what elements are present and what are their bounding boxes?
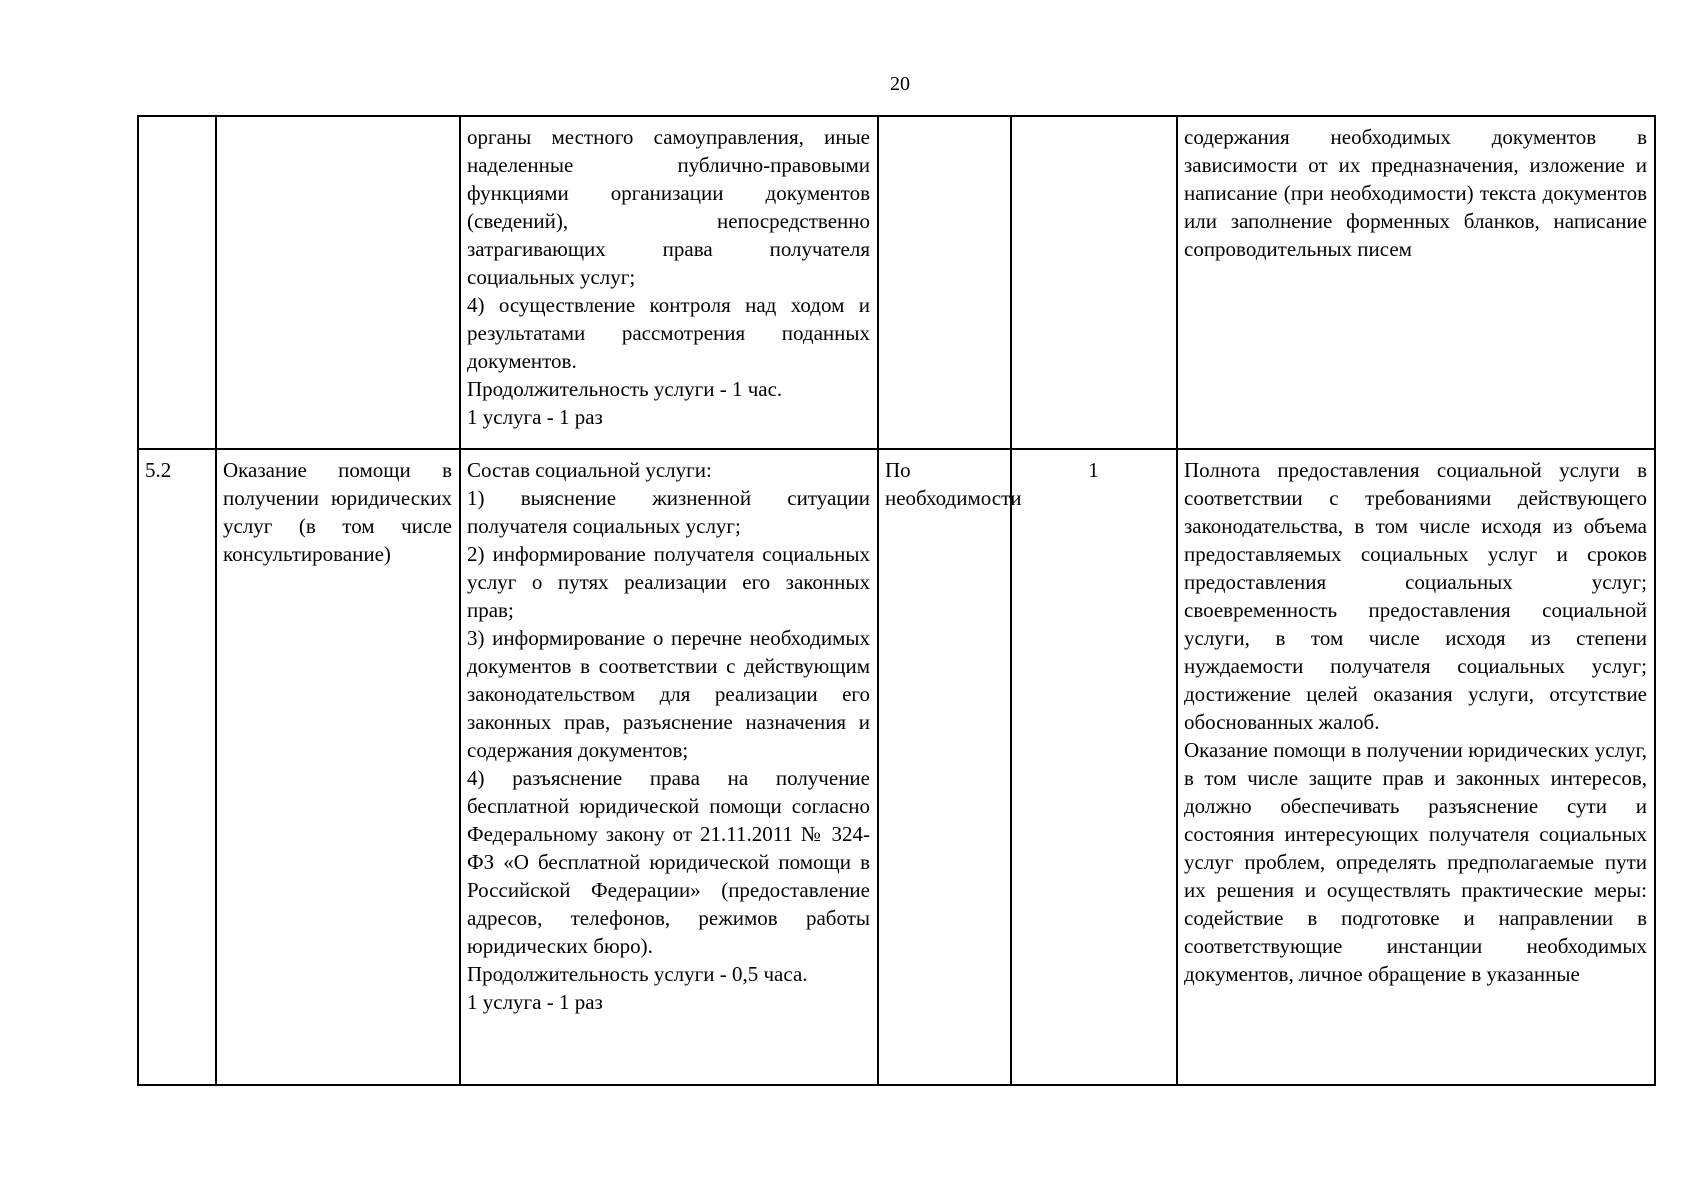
quality-cell [1177,116,1655,449]
page-number: 20 [890,73,910,95]
service-name-cell [216,116,460,449]
frequency-cell [878,116,1011,449]
table-row [138,116,1655,449]
service-number-cell [138,116,216,449]
service-composition-cell [460,116,878,449]
composition-paragraph: Продолжительность услуги - 1 час. [467,377,783,401]
service-composition-cell [460,449,878,1085]
composition-paragraph: Состав социальной услуги: [467,458,712,482]
frequency-cell: По необходимости [878,449,1011,1085]
composition-paragraph: 1) выяснение жизненной ситуации получателя социальных услуг; [467,486,870,538]
composition-paragraph: 4) разъяснение права на получение бесплатной юридической помощи согласно Федеральному закону от 21.11.2011 № 324-ФЗ «О бесплатной юридической помощи в Российской Федерации» (предоставление адресов, телефонов, режимов работы юридических бюро). [467,766,870,958]
composition-paragraph: 3) информирование о перечне необходимых документов в соответствии с действующим законодательством для реализации его законных прав, разъяснение назначения и содержания документов; [467,626,870,762]
quality-paragraph: Полнота предоставления социальной услуги в соответствии с требованиями действующего законодательства, в том числе исходя из объема предоставляемых социальных услуг и сроков предоставления социальных услуг; своевременность предоставления социальной услуги, в том числе исходя из степени нуждаемости получателя социальных услуг; достижение целей оказания услуги, отсутствие обоснованных жалоб. [1184,458,1647,734]
composition-paragraph: 1 услуга - 1 раз [467,990,603,1014]
service-number-cell: 5.2 [138,449,216,1085]
composition-paragraph: Продолжительность услуги - 0,5 часа. [467,962,808,986]
quality-paragraph: содержания необходимых документов в зависимости от их предназначения, изложение и написание (при необходимости) текста документов или заполнение форменных бланков, написание сопроводительных писем [1184,125,1647,261]
service-name-cell: Оказание помощи в получении юридических услуг (в том числе консультирование) [216,449,460,1085]
composition-paragraph: 1 услуга - 1 раз [467,405,603,429]
quantity-cell [1011,116,1177,449]
services-table [137,115,1656,1086]
composition-paragraph: органы местного самоуправления, иные наделенные публично-правовыми функциями организации документов (сведений), непосредственно затрагивающих права получателя социальных услуг; [467,125,870,289]
quality-cell [1177,449,1655,1085]
quantity-cell: 1 [1011,449,1177,1085]
table-row [138,449,1655,1085]
composition-paragraph: 4) осуществление контроля над ходом и результатами рассмотрения поданных документов. [467,293,870,373]
quality-paragraph: Оказание помощи в получении юридических услуг, в том числе защите прав и законных интересов, должно обеспечивать разъяснение сути и состояния интересующих получателя социальных услуг проблем, определять предполагаемые пути их решения и осуществлять практические меры: содействие в подготовке и направлении в соответствующие инстанции необходимых документов, личное обращение в указанные [1184,738,1647,986]
composition-paragraph: 2) информирование получателя социальных услуг о путях реализации его законных прав; [467,542,870,622]
